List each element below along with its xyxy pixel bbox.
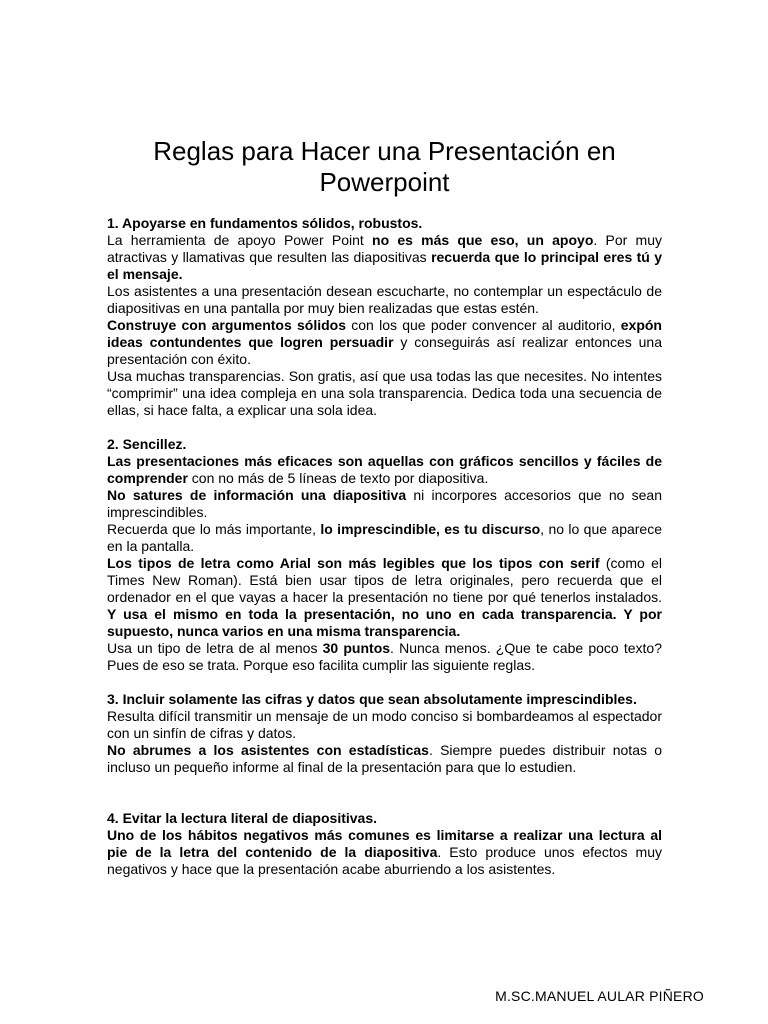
paragraph: Usa un tipo de letra de al menos 30 puntos. Nunca menos. ¿Que te cabe poco texto? Pues de eso se trata. Porque eso facilita cumplir las siguiente reglas. bbox=[107, 640, 662, 673]
paragraph: No satures de información una diapositiva ni incorpores accesorios que no sean imprescindibles. bbox=[107, 487, 662, 520]
section-heading: 4. Evitar la lectura literal de diapositivas. bbox=[107, 810, 378, 826]
paragraph: Las presentaciones más eficaces son aquellas con gráficos sencillos y fáciles de comprender con no más de 5 líneas de texto por diapositiva. bbox=[107, 453, 662, 486]
paragraph: Usa muchas transparencias. Son gratis, así que usa todas las que necesites. No intentes “comprimir” una idea compleja en una sola transparencia. Dedica toda una secuencia de ellas, si hace falta, a explicar una sola idea. bbox=[107, 368, 662, 418]
document-page bbox=[107, 0, 662, 878]
paragraph: Resulta difícil transmitir un mensaje de un modo conciso si bombardeamos al espectador con un sinfín de cifras y datos. bbox=[107, 708, 662, 741]
paragraph: Los tipos de letra como Arial son más legibles que los tipos con serif (como el Times New Roman). Está bien usar tipos de letra originales, pero recuerda que el ordenador en el que vayas a hacer la presentación no tiene por qué tenerlos instalados. Y usa el mismo en toda la presentación, no uno en cada transparencia. Y por supuesto, nunca varios en una misma transparencia. bbox=[107, 555, 663, 639]
paragraph: Los asistentes a una presentación desean escucharte, no contemplar un espectáculo de diapositivas en una pantalla por muy bien realizadas que estas estén. bbox=[107, 283, 662, 316]
page-title: Reglas para Hacer una Presentación en Powerpoint bbox=[153, 136, 616, 197]
author-footer: M.SC.MANUEL AULAR PIÑERO bbox=[495, 988, 704, 1004]
section-heading: 3. Incluir solamente las cifras y datos que sean absolutamente imprescindibles. bbox=[107, 691, 637, 707]
paragraph: La herramienta de apoyo Power Point no es más que eso, un apoyo. Por muy atractivas y llamativas que resulten las diapositivas recuerda que lo principal eres tú y el mensaje. bbox=[107, 232, 662, 282]
paragraph: Recuerda que lo más importante, lo imprescindible, es tu discurso, no lo que aparece en la pantalla. bbox=[107, 521, 663, 554]
document-body bbox=[107, 215, 662, 878]
paragraph: No abrumes a los asistentes con estadísticas. Siempre puedes distribuir notas o incluso un pequeño informe al final de la presentación para que lo estudien. bbox=[107, 742, 662, 775]
section-heading: 1. Apoyarse en fundamentos sólidos, robustos. bbox=[107, 215, 423, 231]
paragraph: Uno de los hábitos negativos más comunes es limitarse a realizar una lectura al pie de la letra del contenido de la diapositiva. Esto produce unos efectos muy negativos y hace que la presentación acabe aburriendo a los asistentes. bbox=[107, 827, 663, 877]
section-heading: 2. Sencillez. bbox=[107, 436, 187, 452]
paragraph: Construye con argumentos sólidos con los que poder convencer al auditorio, expón ideas contundentes que logren persuadir y conseguirás así realizar entonces una presentación con éxito. bbox=[107, 317, 662, 367]
